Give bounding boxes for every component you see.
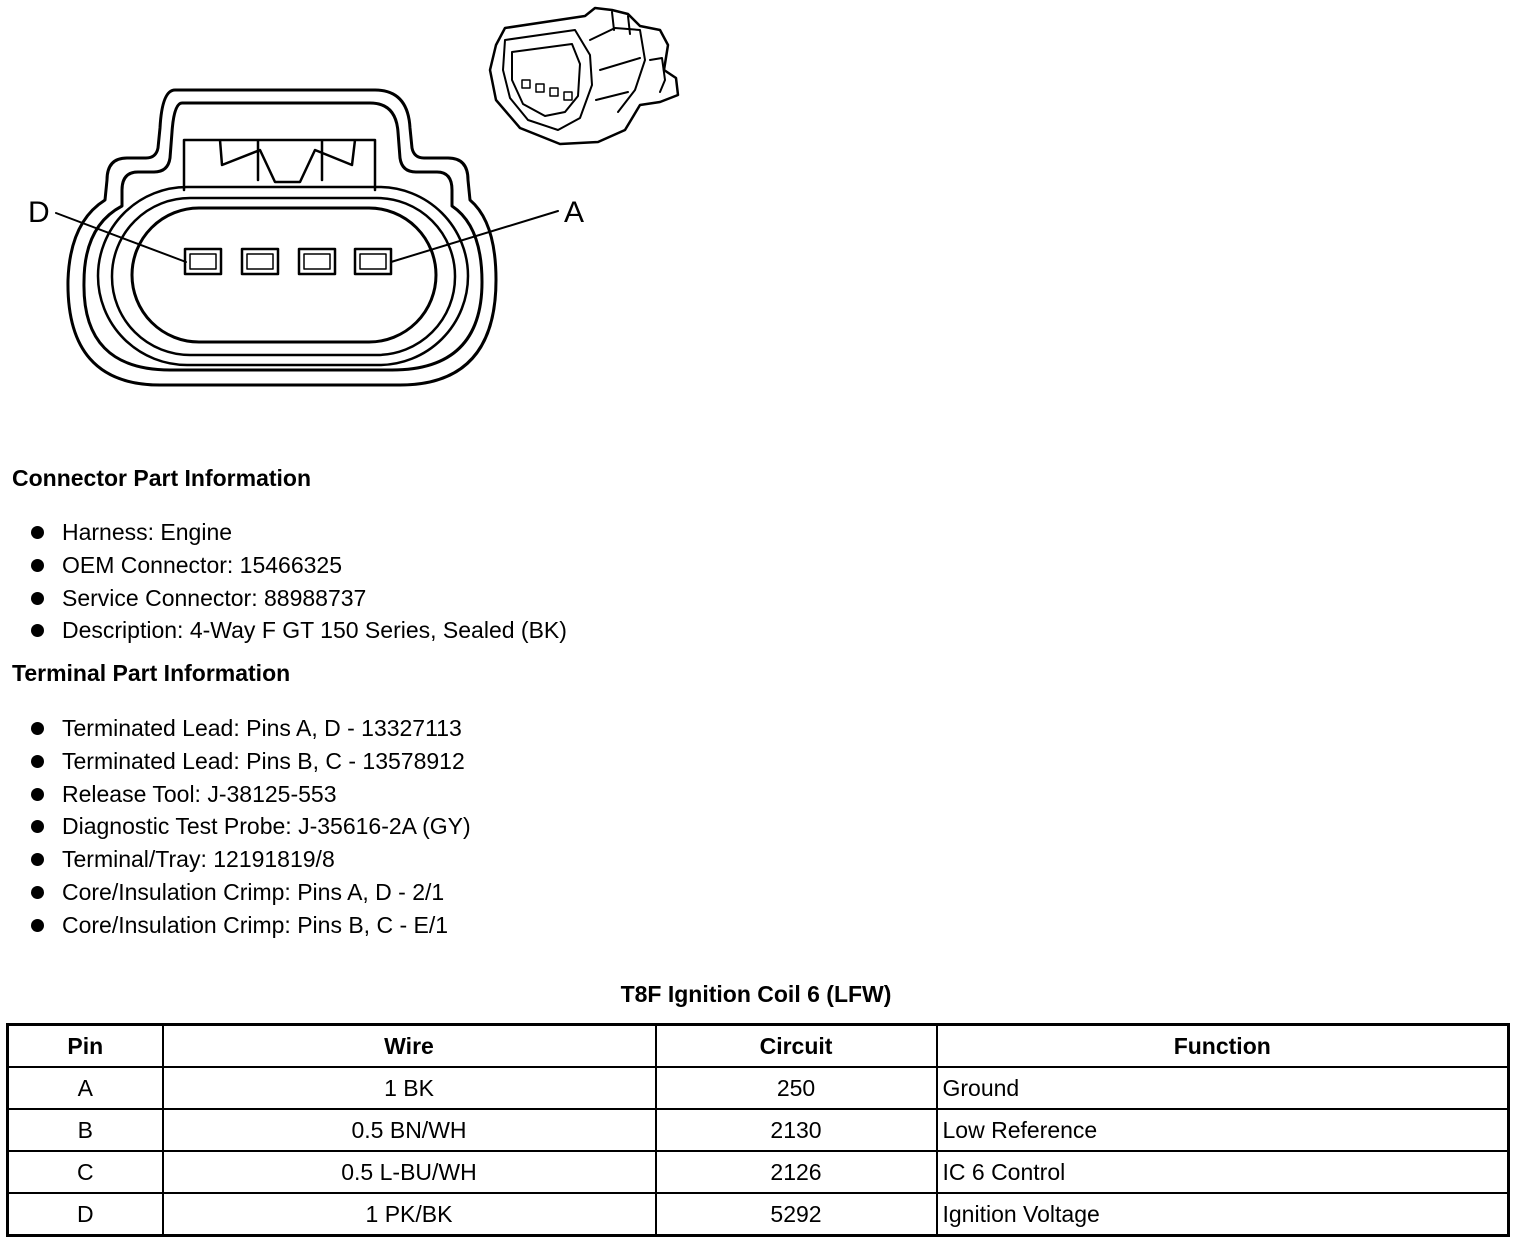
list-item: OEM Connector: 15466325 [30, 551, 567, 584]
table-row [8, 1193, 1509, 1236]
cell-wire: 0.5 L-BU/WH [163, 1151, 656, 1193]
bullet-icon [31, 722, 44, 735]
cell-function: Ignition Voltage [937, 1193, 1509, 1236]
list-item: Terminal/Tray: 12191819/8 [30, 845, 471, 878]
pin-label-a: A [564, 196, 585, 229]
list-item: Diagnostic Test Probe: J-35616-2A (GY) [30, 812, 471, 845]
column-header-pin: Pin [8, 1025, 163, 1068]
connector-latch [184, 140, 375, 190]
leader-line-a [391, 211, 558, 262]
connector-part-info-list [30, 518, 567, 649]
bullet-icon [31, 559, 44, 572]
seal-ring-outer [98, 187, 468, 365]
list-item: Terminated Lead: Pins B, C - 13578912 [30, 747, 471, 780]
terminal-part-info-list [30, 714, 471, 944]
list-item: Harness: Engine [30, 518, 567, 551]
cell-wire: 0.5 BN/WH [163, 1109, 656, 1151]
terminal-part-info-heading: Terminal Part Information [12, 660, 291, 686]
cell-function: Low Reference [937, 1109, 1509, 1151]
cell-circuit: 5292 [656, 1193, 937, 1236]
cell-function: IC 6 Control [937, 1151, 1509, 1193]
list-item: Service Connector: 88988737 [30, 584, 567, 617]
column-header-wire: Wire [163, 1025, 656, 1068]
connector-face-diagram [0, 0, 700, 420]
cell-wire: 1 BK [163, 1067, 656, 1109]
cell-circuit: 2126 [656, 1151, 937, 1193]
cell-pin: A [8, 1067, 163, 1109]
bullet-icon [31, 853, 44, 866]
cell-circuit: 2130 [656, 1109, 937, 1151]
pin-cavities [185, 249, 391, 274]
column-header-function: Function [937, 1025, 1509, 1068]
column-header-circuit: Circuit [656, 1025, 937, 1068]
bullet-icon [31, 526, 44, 539]
bullet-icon [31, 886, 44, 899]
bullet-icon [31, 820, 44, 833]
cell-pin: B [8, 1109, 163, 1151]
table-row [8, 1067, 1509, 1109]
pin-label-d: D [28, 196, 50, 229]
table-row [8, 1151, 1509, 1193]
bullet-icon [31, 919, 44, 932]
bullet-icon [31, 592, 44, 605]
cell-pin: D [8, 1193, 163, 1236]
bullet-icon [31, 788, 44, 801]
cell-wire: 1 PK/BK [163, 1193, 656, 1236]
list-item: Description: 4-Way F GT 150 Series, Sealed (BK) [30, 616, 567, 649]
table-row [8, 1109, 1509, 1151]
list-item: Terminated Lead: Pins A, D - 13327113 [30, 714, 471, 747]
table-header-row [8, 1025, 1509, 1068]
pin-table [6, 1023, 1510, 1237]
cell-pin: C [8, 1151, 163, 1193]
list-item: Release Tool: J-38125-553 [30, 780, 471, 813]
connector-perspective-view [490, 8, 678, 144]
bullet-icon [31, 755, 44, 768]
list-item: Core/Insulation Crimp: Pins A, D - 2/1 [30, 878, 471, 911]
table-title: T8F Ignition Coil 6 (LFW) [620, 981, 892, 1007]
cell-function: Ground [937, 1067, 1509, 1109]
bullet-icon [31, 624, 44, 637]
cell-circuit: 250 [656, 1067, 937, 1109]
list-item: Core/Insulation Crimp: Pins B, C - E/1 [30, 911, 471, 944]
connector-part-info-heading: Connector Part Information [12, 465, 312, 491]
